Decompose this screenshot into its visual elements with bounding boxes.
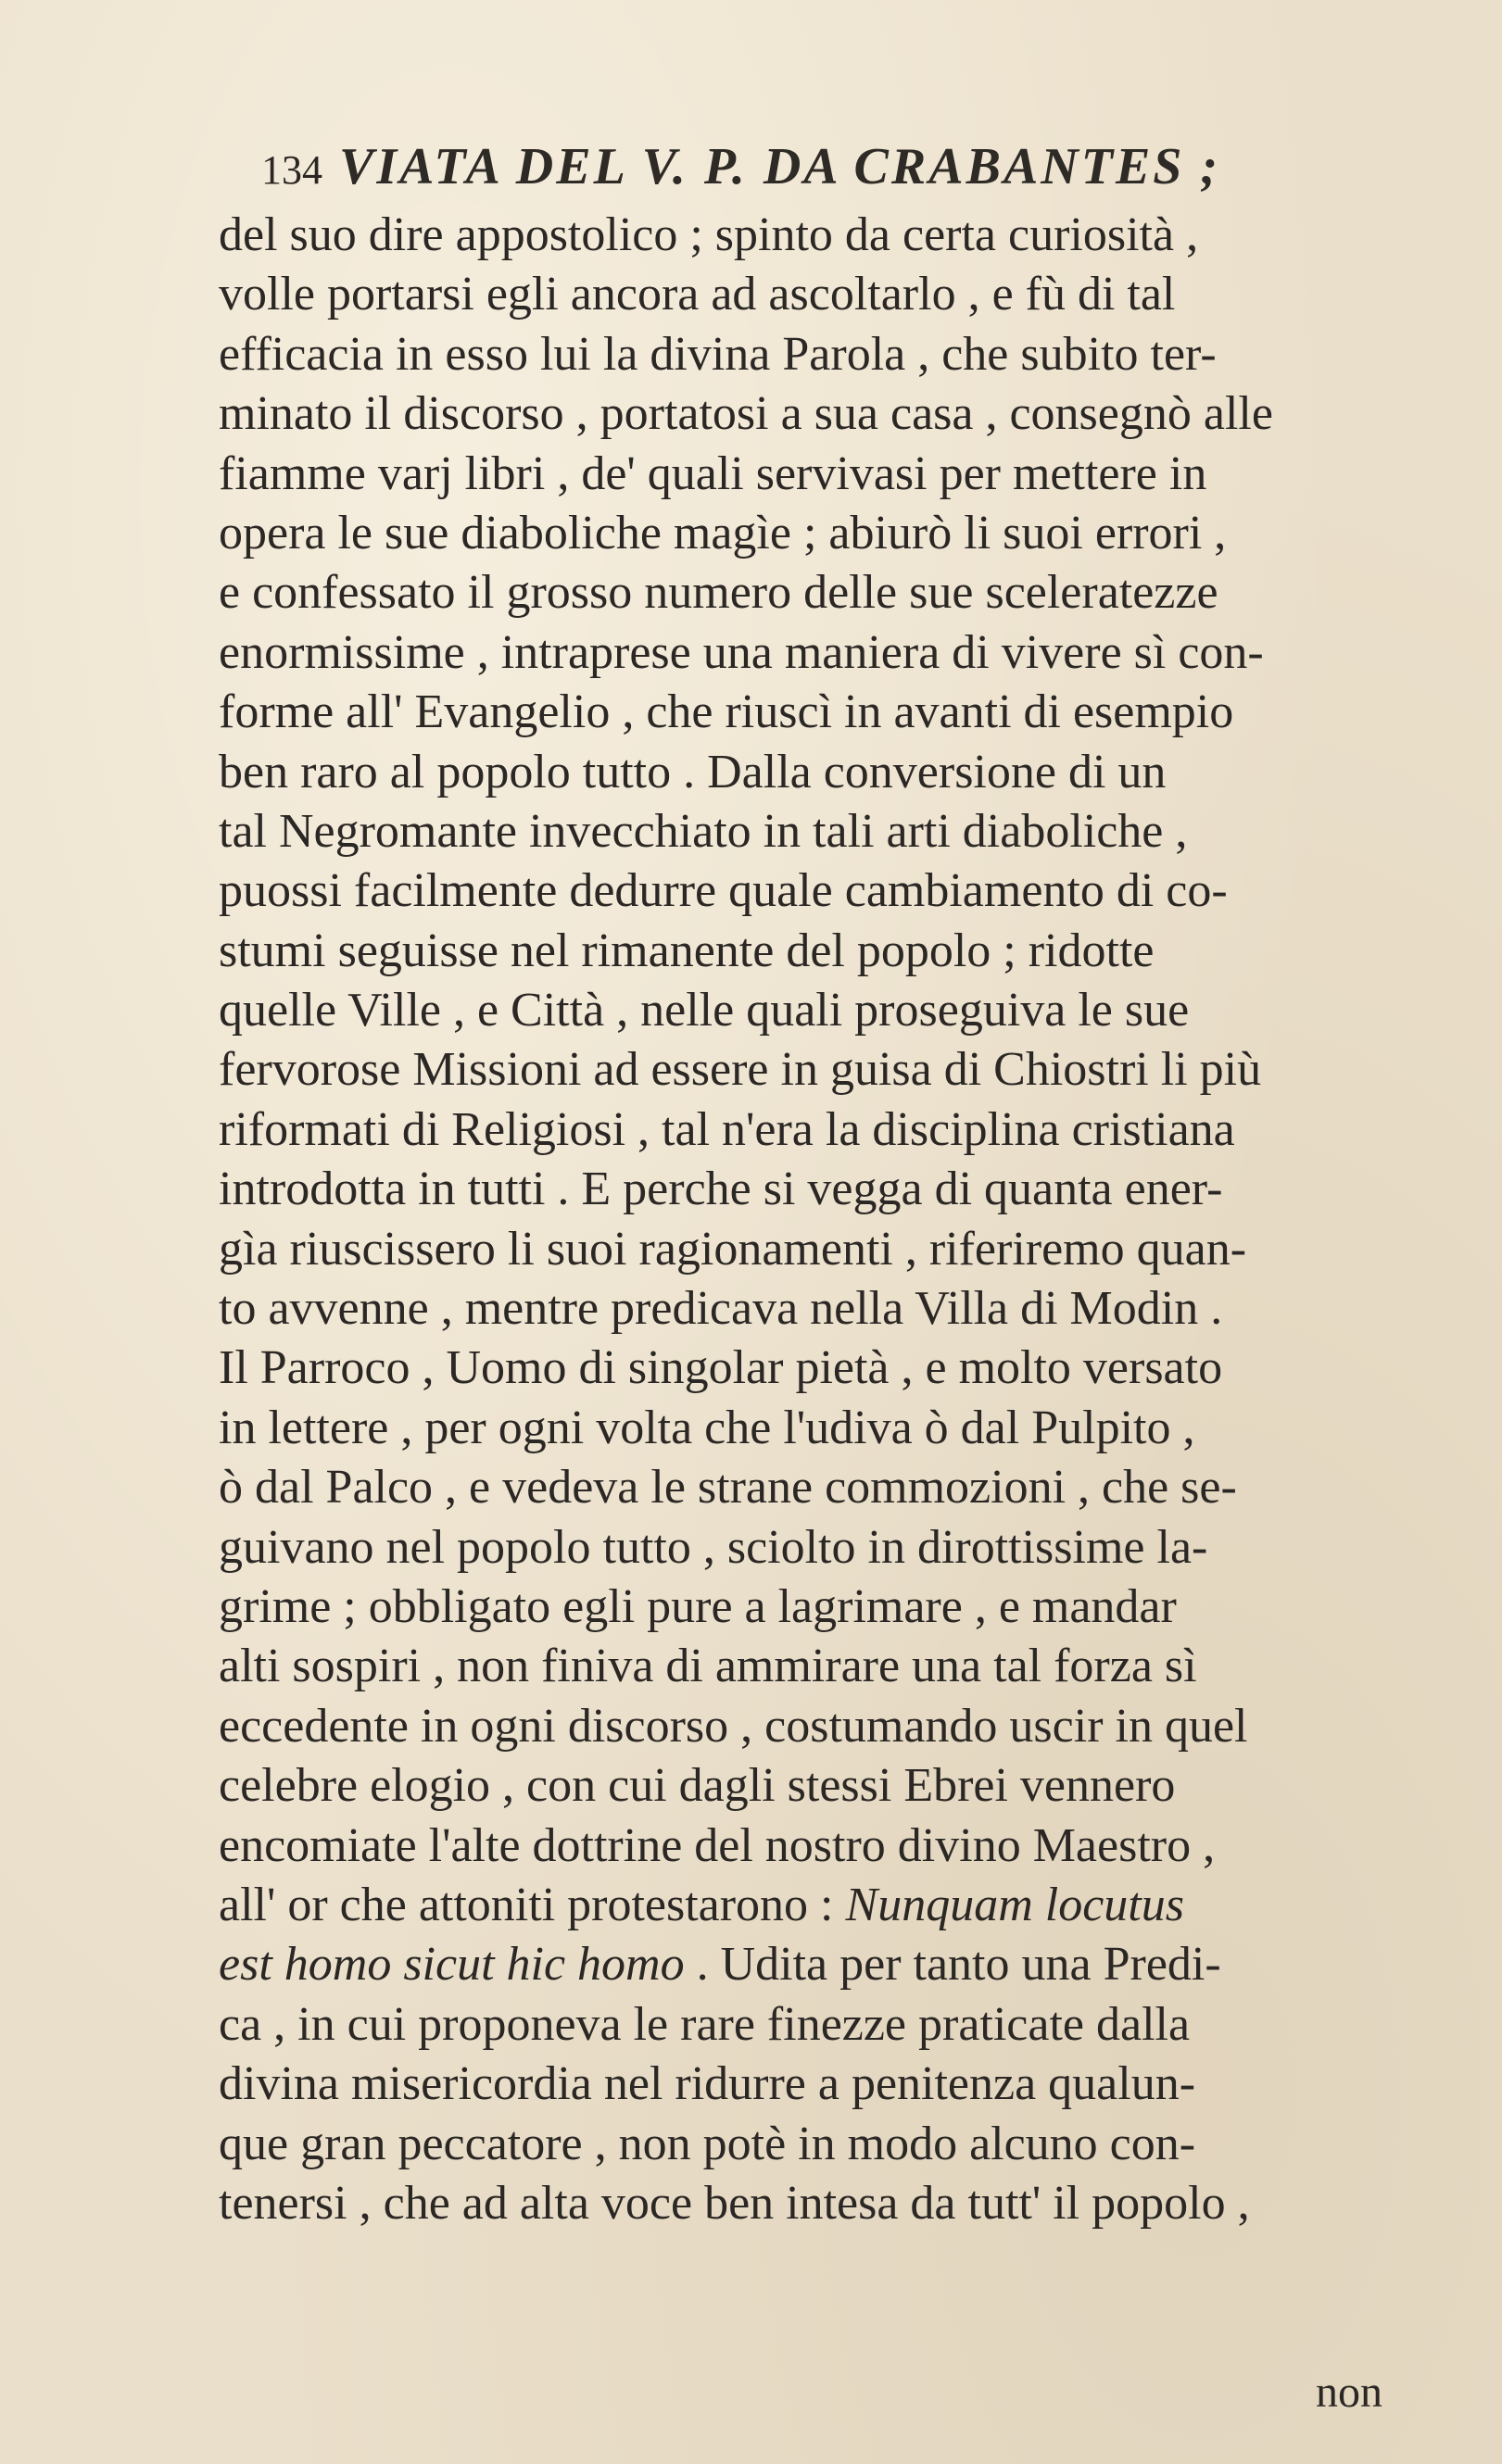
text-line: encomiate l'alte dottrine del nostro divino Maestro , <box>219 1818 1216 1872</box>
text-line: divina misericordia nel ridurre a penitenza qualun- <box>219 2057 1196 2111</box>
page-number: 134 <box>261 147 322 193</box>
text-line: e confessato il grosso numero delle sue sceleratezze <box>219 566 1218 620</box>
text-line: introdotta in tutti . E perche si vegga di quanta ener- <box>219 1163 1223 1216</box>
text-line: quelle Ville , e Città , nelle quali proseguiva le sue <box>219 984 1190 1037</box>
text-line: fiamme varj libri , de' quali servivasi per mettere in <box>219 446 1207 500</box>
text-line: eccedente in ogni discorso , costumando uscir in quel <box>219 1699 1248 1753</box>
text-line: puossi facilmente dedurre quale cambiamento di co- <box>219 864 1228 918</box>
text-line: tal Negromante invecchiato in tali arti diaboliche , <box>219 804 1188 858</box>
text-line: celebre elogio , con cui dagli stessi Ebrei vennero <box>219 1759 1176 1813</box>
text-line: volle portarsi egli ancora ad ascoltarlo , e fù di tal <box>219 268 1176 321</box>
text-line: guivano nel popolo tutto , sciolto in dirottissime la- <box>219 1520 1208 1574</box>
page-header <box>261 137 1494 202</box>
text-line: del suo dire appostolico ; spinto da certa curiosità , <box>219 208 1199 261</box>
text-line: ca , in cui proponeva le rare finezze praticate dalla <box>219 1997 1191 2051</box>
text-line: forme all' Evangelio , che riuscì in avanti di esempio <box>219 685 1234 739</box>
text-line: opera le sue diaboliche magìe ; abiurò li suoi errori , <box>219 506 1227 559</box>
text-line: minato il discorso , portatosi a sua casa , consegnò alle <box>219 387 1273 441</box>
text-line: ò dal Palco , e vedeva le strane commozioni , che se- <box>219 1461 1237 1515</box>
text-line: alti sospiri , non finiva di ammirare una tal forza sì <box>219 1640 1197 1693</box>
text-line: all' or che attoniti protestarono : Nunquam locutus <box>219 1878 1184 1931</box>
text-line: enormissime , intraprese una maniera di vivere sì con- <box>219 625 1264 679</box>
text-line: fervorose Missioni ad essere in guisa di Chiostri li più <box>219 1043 1262 1097</box>
text-line: tenersi , che ad alta voce ben intesa da tutt' il popolo , <box>219 2176 1250 2230</box>
text-line: riformati di Religiosi , tal n'era la disciplina cristiana <box>219 1102 1235 1156</box>
text-line: efficacia in esso lui la divina Parola , che subito ter- <box>219 327 1217 381</box>
text-line: stumi seguisse nel rimanente del popolo ; ridotte <box>219 924 1155 977</box>
text-line: grime ; obbligato egli pure a lagrimare , e mandar <box>219 1579 1177 1633</box>
text-line: to avvenne , mentre predicava nella Villa di Modin . <box>219 1282 1223 1336</box>
text-line: que gran peccatore , non potè in modo alcuno con- <box>219 2117 1196 2170</box>
body-text <box>219 206 1497 2233</box>
text-line: est homo sicut hic homo . Udita per tanto una Predi- <box>219 1938 1221 1992</box>
latin-quote: Nunquam locutus <box>845 1878 1184 1931</box>
text-line: Il Parroco , Uomo di singolar pietà , e molto versato <box>219 1341 1223 1395</box>
catchword: non <box>1316 2368 1382 2417</box>
latin-quote: est homo sicut hic homo <box>219 1938 685 1992</box>
text-line: gìa riuscissero li suoi ragionamenti , riferiremo quan- <box>219 1222 1247 1276</box>
running-title: VIATA DEL V. P. DA CRABANTES ; <box>339 138 1221 195</box>
text-line: ben raro al popolo tutto . Dalla conversione di un <box>219 745 1167 798</box>
text-line: in lettere , per ogni volta che l'udiva ò dal Pulpito , <box>219 1401 1195 1454</box>
